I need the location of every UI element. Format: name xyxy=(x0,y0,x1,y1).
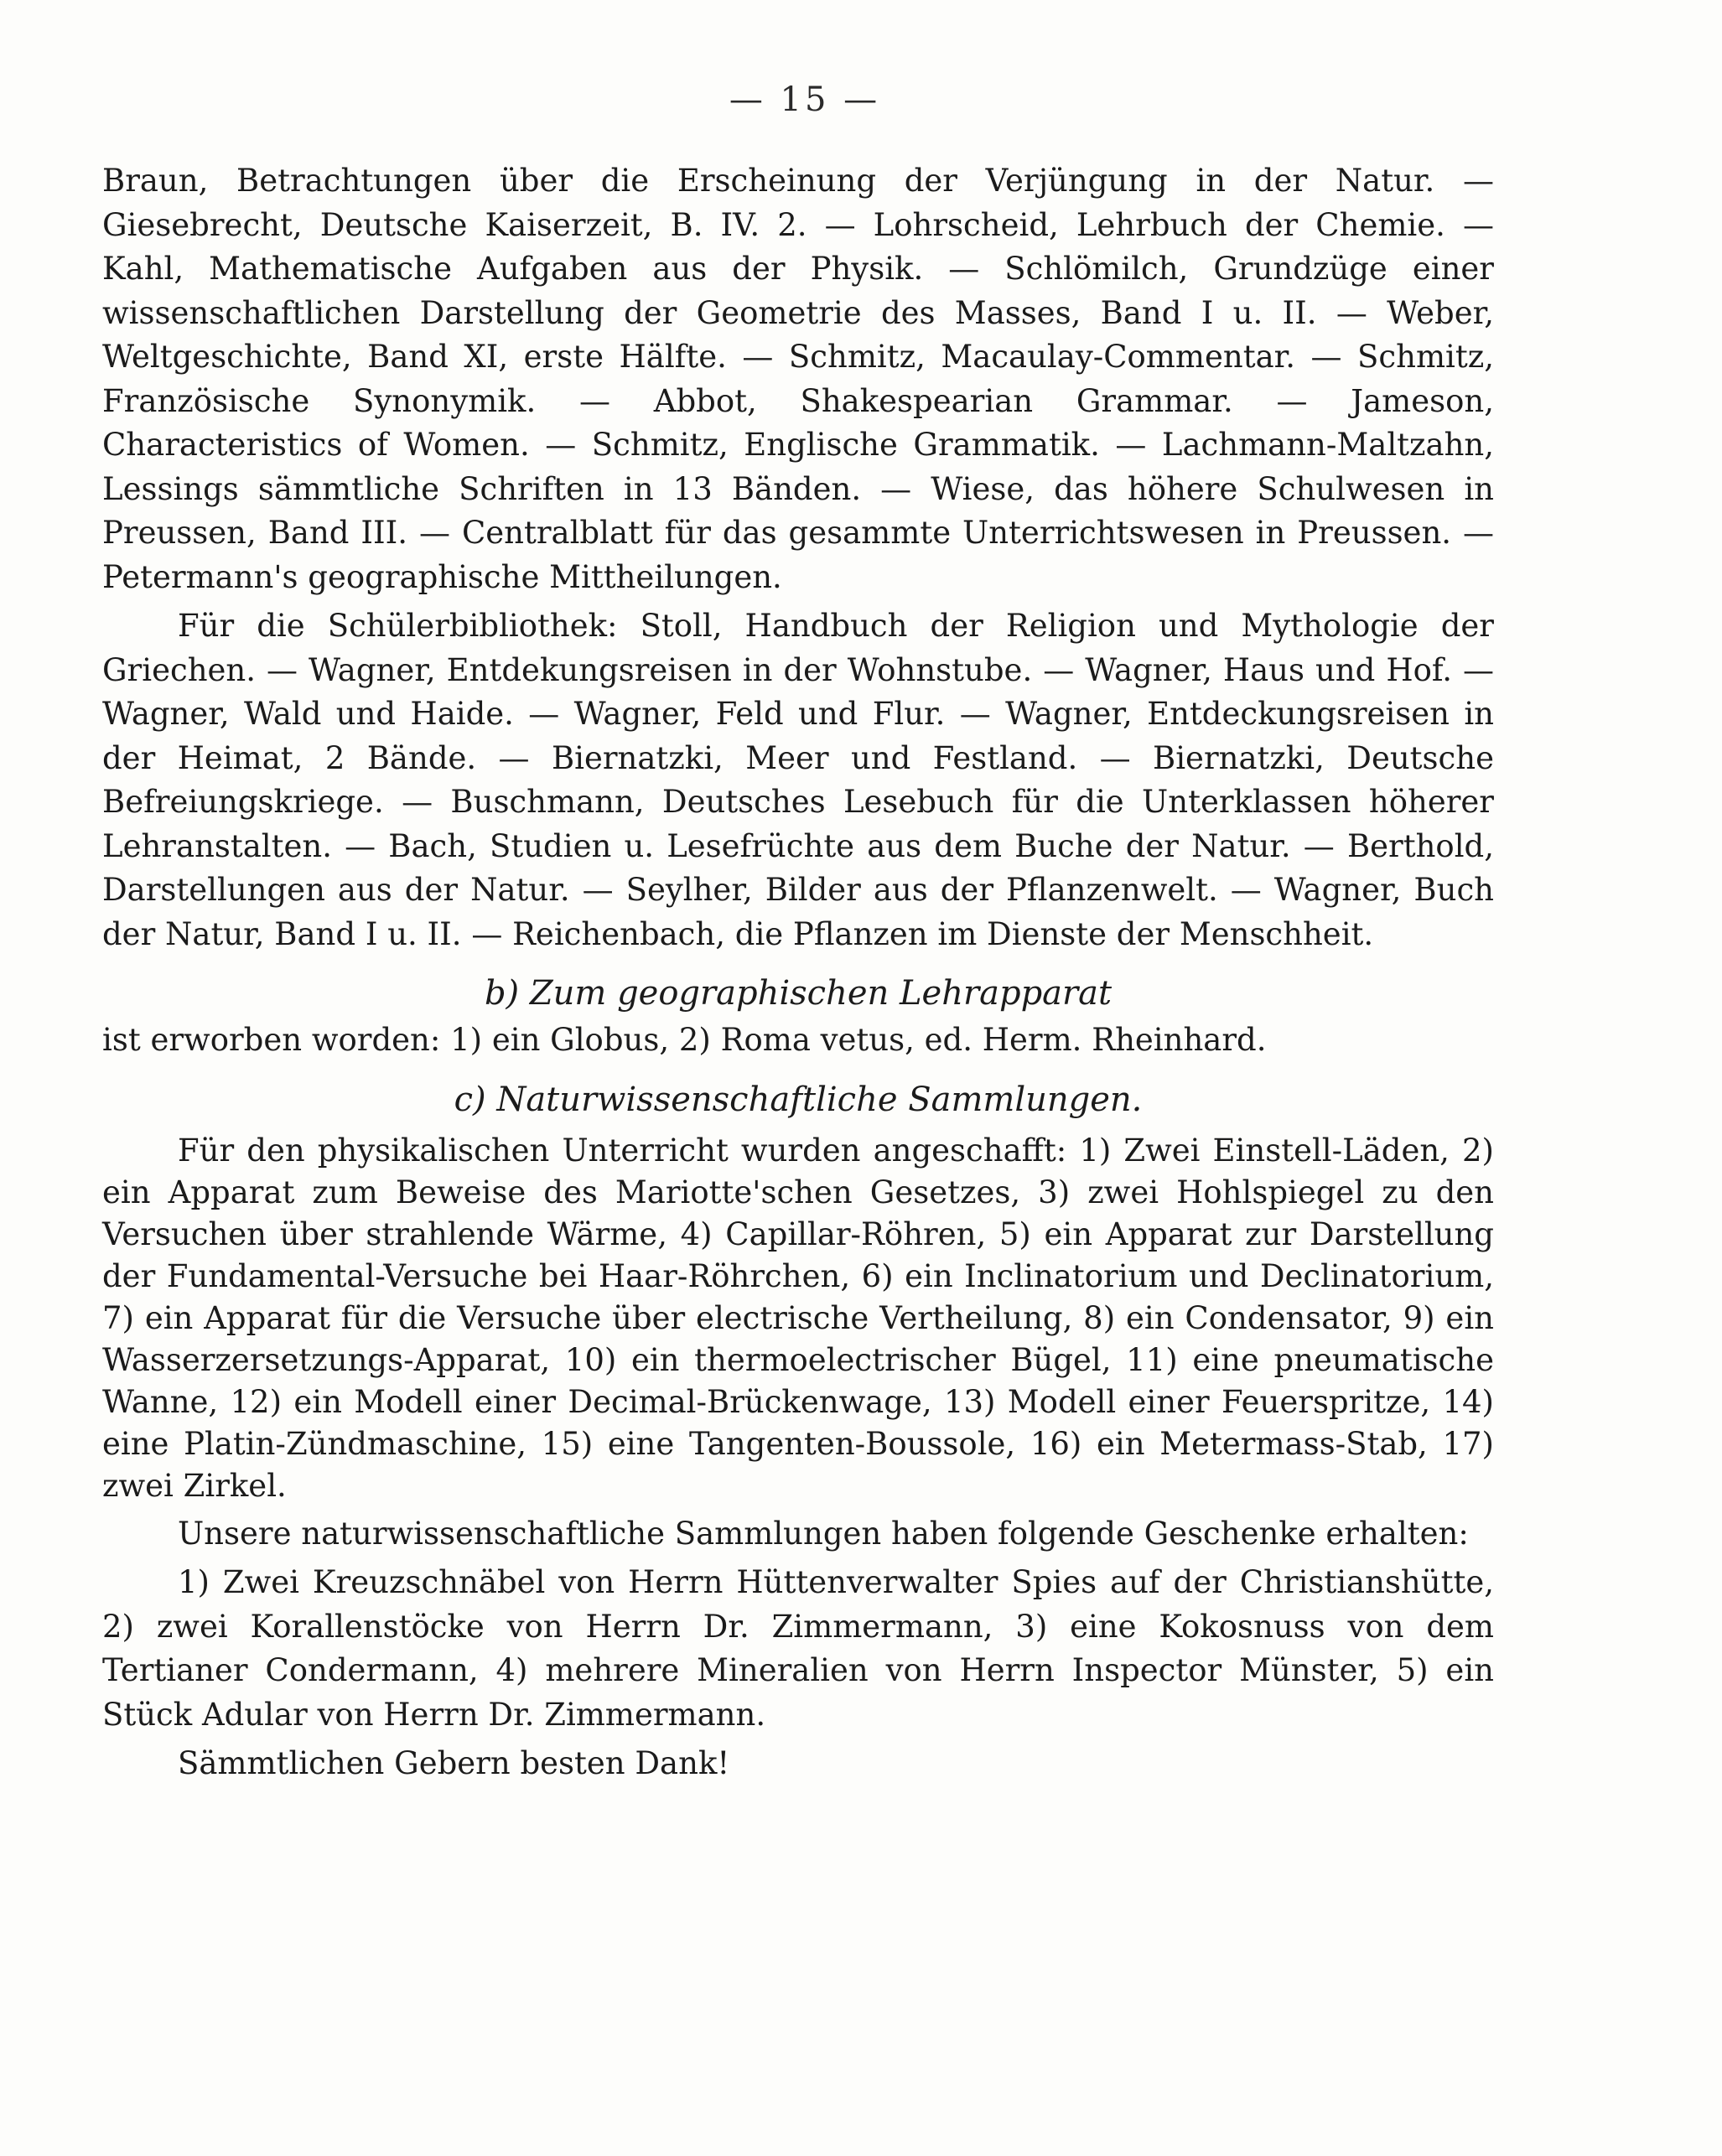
student-library-acquisitions: Für die Schülerbibliothek: Stoll, Handbuch der Religion und Mythologie der Griechen. — Wagner, Entdekungsreisen in der Wohnstube. — Wagner, Haus und Hof. — Wagner, Wald und Haide. — Wagner, Feld und Flur. — Wagner, Entdeckungsreisen in der Heimat, 2 Bände. — Biernatzki, Meer und Festland. — Biernatzki, Deutsche Befreiungskriege. — Buschmann, Deutsches Lesebuch für die Unterklassen höherer Lehranstalten. — Bach, Studien u. Lesefrüchte aus dem Buche der Natur. — Berthold, Darstellungen aus der Natur. — Seylher, Bilder aus der Pflanzenwelt. — Wagner, Buch der Natur, Band I u. II. — Reichenbach, die Pflanzen im Dienste der Menschheit. xyxy=(102,608,1494,952)
teacher-library-acquisitions: Braun, Betrachtungen über die Erscheinung der Verjüngung in der Natur. — Giesebrecht, Deutsche Kaiserzeit, B. IV. 2. — Lohrscheid, Lehrbuch der Chemie. — Kahl, Mathematische Aufgaben aus der Physik. — Schlömilch, Grundzüge einer wissenschaftlichen Darstellung der Geometrie des Masses, Band I u. II. — Weber, Weltgeschichte, Band XI, erste Hälfte. — Schmitz, Macaulay-Commentar. — Schmitz, Französische Synonymik. — Abbot, Shakespearian Grammar. — Jameson, Characteristics of Women. — Schmitz, Englische Grammatik. — Lachmann-Maltzahn, Lessings sämmtliche Schriften in 13 Bänden. — Wiese, das höhere Schulwesen in Preussen, Band III. — Centralblatt für das gesammte Unterrichtswesen in Preussen. — Petermann's geographische Mittheilungen. xyxy=(102,163,1494,595)
gifts-intro-text: Unsere naturwissenschaftliche Sammlungen haben folgende Geschenke erhalten: xyxy=(178,1515,1469,1552)
physics-purchases-text: Für den physikalischen Unterricht wurden angeschafft: 1) Zwei Einstell-Läden, 2) ein Apparat zum Beweise des Mariotte'schen Gesetzes, 3) zwei Hohlspiegel zu den Versuchen über strahlende Wärme, 4) Capillar-Röhren, 5) ein Apparat zur Darstellung der Fundamental-Versuche bei Haar-Röhrchen, 6) ein Inclinatorium und Declinatorium, 7) ein Apparat für die Versuche über electrische Vertheilung, 8) ein Condensator, 9) ein Wasserzersetzungs-Apparat, 10) ein thermoelectrischer Bügel, 11) eine pneumatische Wanne, 12) ein Modell einer Decimal-Brückenwage, 13) Modell einer Feuerspritze, 14) eine Platin-Zündmaschine, 15) eine Tangenten-Boussole, 16) ein Metermass-Stab, 17) zwei Zirkel. xyxy=(102,1132,1494,1504)
geographic-apparatus-text: ist erworben worden: 1) ein Globus, 2) Roma vetus, ed. Herm. Rheinhard. xyxy=(102,1022,1267,1058)
section-heading-science-collections: c) Naturwissenschaftliche Sammlungen. xyxy=(454,1080,1143,1119)
body-text xyxy=(102,159,1494,1786)
page-number: — 15 — xyxy=(729,80,881,119)
gifts-list-text: 1) Zwei Kreuzschnäbel von Herrn Hüttenverwalter Spies auf der Christianshütte, 2) zwei Korallenstöcke von Herrn Dr. Zimmermann, 3) eine Kokosnuss von dem Tertianer Condermann, 4) mehrere Mineralien von Herrn Inspector Münster, 5) ein Stück Adular von Herrn Dr. Zimmermann. xyxy=(102,1564,1494,1733)
thanks-text: Sämmtlichen Gebern besten Dank! xyxy=(178,1745,730,1781)
section-heading-geographic: b) Zum geographischen Lehrapparat xyxy=(484,974,1113,1013)
